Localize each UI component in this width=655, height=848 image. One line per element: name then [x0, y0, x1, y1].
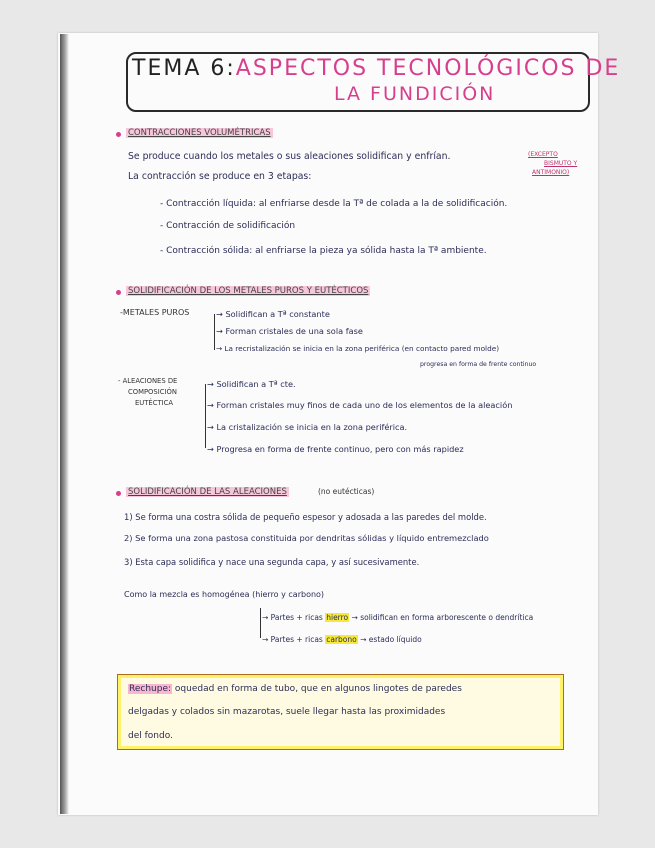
aleaciones-note: (no eutécticas)	[318, 487, 375, 496]
alloy-item-1: → Solidifican a Tª cte.	[207, 379, 296, 389]
except-note-1: (EXCEPTO	[528, 151, 558, 158]
alloy-item-2: → Forman cristales muy finos de cada uno de los elementos de la aleación	[207, 400, 513, 410]
step-2: 2) Se forma una zona pastosa constituida por dendritas sólidas y líquido entremezclado	[124, 533, 489, 543]
pure-item-1: → Solidifican a Tª constante	[216, 309, 330, 319]
section-heading-aleaciones: SOLIDIFICACIÓN DE LAS ALEACIONES	[128, 487, 287, 497]
except-note-2: BISMUTO Y	[544, 160, 578, 167]
bracket	[214, 314, 215, 350]
title-text-1: ASPECTOS TECNOLÓGICOS DE	[235, 56, 621, 81]
sec1-line2: La contracción se produce en 3 etapas:	[128, 171, 312, 182]
sec1-item-3: - Contracción sólida: al enfriarse la pieza ya sólida hasta la Tª ambiente.	[160, 246, 487, 256]
section-heading-contracciones: CONTRACCIONES VOLUMÉTRICAS	[128, 128, 271, 138]
alloy-label-3: EUTÉCTICA	[135, 399, 174, 407]
except-note-3: ANTIMONIO)	[532, 169, 570, 176]
section-bullet	[116, 132, 121, 137]
pure-item-3: → La recristalización se inicia en la zona periférica (en contacto pared molde)	[216, 344, 500, 353]
callout-line-2: delgadas y colados sin mazarotas, suele llegar hasta las proximidades	[128, 707, 446, 717]
callout-line-3: del fondo.	[128, 731, 173, 741]
alloy-label-1: - ALEACIONES DE	[118, 377, 178, 385]
alloy-item-3: → La cristalización se inicia en la zona periférica.	[207, 422, 408, 432]
title-prefix: TEMA 6:	[132, 56, 236, 81]
bracket	[205, 384, 206, 448]
bracket	[260, 608, 261, 638]
title-line-2: LA FUNDICIÓN	[334, 83, 496, 105]
branch-2: → Partes + ricas carbono → estado líquido	[262, 635, 422, 644]
pure-item-2: → Forman cristales de una sola fase	[216, 326, 363, 336]
sec1-line1: Se produce cuando los metales o sus aleaciones solidifican y enfrían.	[128, 151, 451, 162]
section-heading-puros: SOLIDIFICACIÓN DE LOS METALES PUROS Y EUTÉCTICOS	[128, 286, 369, 296]
step-1: 1) Se forma una costra sólida de pequeño espesor y adosada a las paredes del molde.	[124, 512, 487, 522]
page-binding-edge	[60, 34, 69, 814]
alloy-item-4: → Progresa en forma de frente continuo, pero con más rapidez	[207, 444, 464, 454]
step-3: 3) Esta capa solidifica y nace una segunda capa, y así sucesivamente.	[124, 557, 420, 567]
section-bullet	[116, 491, 121, 496]
sec1-item-1: - Contracción líquida: al enfriarse desde la Tª de colada a la de solidificación.	[160, 199, 508, 209]
section-bullet	[116, 290, 121, 295]
title-line-1	[132, 56, 620, 81]
callout-line-1: Rechupe: oquedad en forma de tubo, que en algunos lingotes de paredes	[129, 684, 462, 694]
branch-1: → Partes + ricas hierro → solidifican en forma arborescente o dendrítica	[262, 613, 534, 622]
pure-item-4: progresa en forma de frente continuo	[420, 361, 537, 368]
pure-metals-label: -METALES PUROS	[120, 308, 190, 317]
sec1-item-2: - Contracción de solidificación	[160, 221, 296, 231]
mix-line: Como la mezcla es homogénea (hierro y carbono)	[124, 590, 325, 599]
alloy-label-2: COMPOSICIÓN	[128, 388, 177, 396]
